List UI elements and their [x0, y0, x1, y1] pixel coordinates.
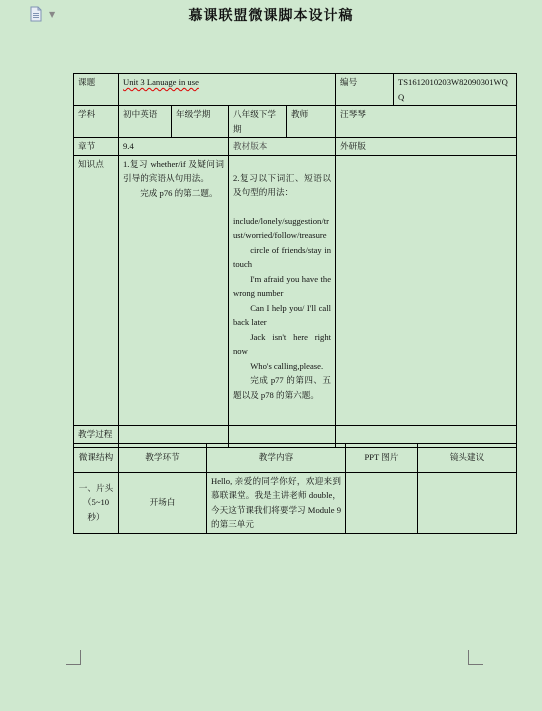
grade-label: 年级学期 — [172, 106, 229, 138]
textbook-value[interactable]: 外研版 — [336, 138, 517, 156]
margin-mark — [468, 650, 483, 665]
chevron-down-icon[interactable]: ▼ — [49, 10, 56, 19]
column-header: PPT 图片 — [346, 443, 418, 472]
structure-cell[interactable]: 一、片头（5~10 秒） — [74, 472, 119, 533]
kp2-sentence-2: Can I help you/ I'll call back later — [233, 302, 332, 327]
kp2-intro: 2.复习以下词汇、短语以及句型的用法： — [233, 172, 332, 197]
column-header: 教学内容 — [207, 443, 346, 472]
segment-cell[interactable]: 开场白 — [119, 472, 207, 533]
subject-value[interactable]: 初中英语 — [119, 106, 172, 138]
column-header: 教学环节 — [119, 443, 207, 472]
kp1-text: 1.复习 whether/if 及疑问词引导的宾语从句用法。 — [123, 158, 224, 183]
knowledge-point-1[interactable] — [119, 155, 229, 447]
topic-label: 课题 — [74, 74, 119, 106]
chapter-value[interactable]: 9.4 — [119, 138, 229, 156]
process-table — [73, 425, 517, 534]
ppt-cell[interactable] — [346, 472, 418, 533]
process-header: 教学过程 — [74, 426, 517, 444]
camera-cell[interactable] — [418, 472, 517, 533]
knowledge-point-2[interactable] — [229, 155, 336, 447]
margin-mark — [66, 650, 81, 665]
teacher-label: 教师 — [287, 106, 336, 138]
knowledge-point-blank[interactable] — [336, 155, 517, 447]
grade-value[interactable]: 八年级下学期 — [229, 106, 287, 138]
kp2-sentence-3: Jack isn't here right now — [233, 331, 332, 356]
subject-label: 学科 — [74, 106, 119, 138]
kp2-words: include/lonely/suggestion/trust/worried/follow/treasure — [233, 215, 329, 240]
textbook-label: 教材版本 — [229, 138, 336, 156]
kp2-phrase: circle of friends/stay in touch — [233, 244, 332, 269]
column-header: 微课结构 — [74, 443, 119, 472]
code-label: 编号 — [336, 74, 394, 106]
topic-value[interactable]: Unit 3 Lanuage in use — [119, 74, 336, 106]
kp2-sentence-4: Who's calling,please. — [250, 360, 324, 371]
chapter-label: 章节 — [74, 138, 119, 156]
table-row — [74, 472, 517, 533]
kp2-sentence-1: I'm afraid you have the wrong number — [233, 273, 332, 298]
knowledge-label: 知识点 — [74, 155, 119, 447]
column-header: 镜头建议 — [418, 443, 517, 472]
code-value[interactable]: TS1612010203W82090301WQQ — [394, 74, 517, 106]
page-title: 慕课联盟微课脚本设计稿 — [188, 8, 354, 24]
teacher-value[interactable]: 汪琴琴 — [336, 106, 517, 138]
kp1-task: 完成 p76 的第二题。 — [140, 187, 218, 198]
info-table — [73, 73, 517, 448]
kp2-task: 完成 p77 的第四、五题以及 p78 的第六题。 — [233, 375, 332, 400]
content-cell[interactable]: Hello, 亲爱的同学你好，欢迎来到慕联课堂。我是主讲老师 double，今天这节课我们将要学习 Module 9 的第三单元 — [207, 472, 346, 533]
